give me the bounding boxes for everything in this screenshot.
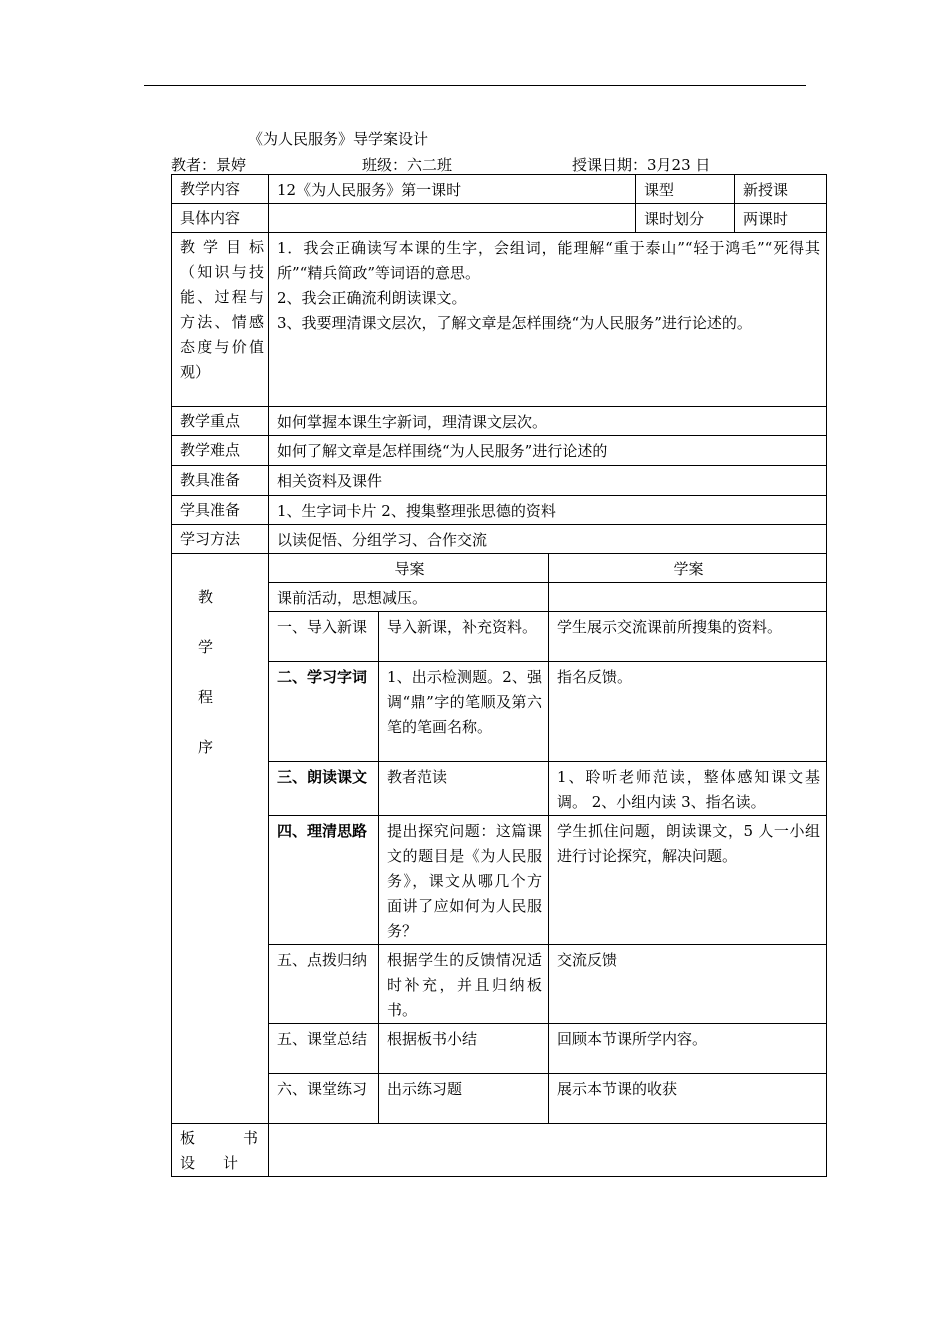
goal-item: 2、我会正确流利朗读课文。 bbox=[277, 289, 467, 307]
step-name: 二、学习字词 bbox=[269, 662, 379, 762]
step-study: 1、聆听老师范读，整体感知课文基调。 2、小组内读 3、指名读。 bbox=[549, 762, 827, 816]
type-value: 新授课 bbox=[735, 175, 827, 204]
step-guide: 根据学生的反馈情况适时补充，并且归纳板书。 bbox=[379, 945, 549, 1024]
method-value: 以读促悟、分组学习、合作交流 bbox=[269, 525, 827, 554]
header-rule bbox=[144, 85, 806, 86]
board-value bbox=[269, 1124, 827, 1177]
type-label: 课型 bbox=[636, 175, 735, 204]
step-guide: 教者范读 bbox=[379, 762, 549, 816]
step-study: 学生抓住问题，朗读课文，5 人一小组进行讨论探究，解决问题。 bbox=[549, 816, 827, 945]
step-study: 展示本节课的收获 bbox=[549, 1074, 827, 1124]
step-guide: 出示练习题 bbox=[379, 1074, 549, 1124]
date-field: 授课日期：3月23 日 bbox=[572, 156, 711, 174]
step-name: 六、课堂练习 bbox=[269, 1074, 379, 1124]
step-row bbox=[172, 816, 827, 945]
document-title: 《为人民服务》导学案设计 bbox=[248, 130, 429, 148]
row-detail bbox=[172, 204, 827, 233]
student-tools-label: 学具准备 bbox=[172, 496, 269, 525]
row-process-header bbox=[172, 554, 827, 583]
step-guide: 导入新课，补充资料。 bbox=[379, 612, 549, 662]
row-board bbox=[172, 1124, 827, 1177]
step-study: 指名反馈。 bbox=[549, 662, 827, 762]
step-name: 三、朗读课文 bbox=[269, 762, 379, 816]
step-name: 五、课堂总结 bbox=[269, 1024, 379, 1074]
key-label: 教学重点 bbox=[172, 407, 269, 436]
tools-label: 教具准备 bbox=[172, 466, 269, 496]
key-value: 如何掌握本课生字新词，理清课文层次。 bbox=[269, 407, 827, 436]
step-guide: 提出探究问题：这篇课文的题目是《为人民服务》，课文从哪几个方面讲了应如何为人民服务？ bbox=[379, 816, 549, 945]
content-value: 12《为人民服务》第一课时 bbox=[269, 175, 636, 204]
difficulty-label: 教学难点 bbox=[172, 436, 269, 466]
step-row bbox=[172, 1074, 827, 1124]
method-label: 学习方法 bbox=[172, 525, 269, 554]
step-guide: 根据板书小结 bbox=[379, 1024, 549, 1074]
tools-value: 相关资料及课件 bbox=[269, 466, 827, 496]
detail-value bbox=[269, 204, 636, 233]
row-tools bbox=[172, 466, 827, 496]
content-label: 教学内容 bbox=[172, 175, 269, 204]
pre-activity: 课前活动，思想减压。 bbox=[269, 583, 549, 612]
row-pre-activity bbox=[172, 583, 827, 612]
class-field: 班级：六二班 bbox=[362, 156, 453, 174]
pre-activity-study bbox=[549, 583, 827, 612]
process-label: 教 学 程 序 bbox=[172, 554, 269, 1124]
step-name: 四、理清思路 bbox=[269, 816, 379, 945]
step-row bbox=[172, 762, 827, 816]
hours-label: 课时划分 bbox=[636, 204, 735, 233]
hours-value: 两课时 bbox=[735, 204, 827, 233]
row-method bbox=[172, 525, 827, 554]
step-name: 五、点拨归纳 bbox=[269, 945, 379, 1024]
step-row bbox=[172, 945, 827, 1024]
step-name: 一、导入新课 bbox=[269, 612, 379, 662]
step-row bbox=[172, 612, 827, 662]
guide-header: 导案 bbox=[269, 554, 549, 583]
row-key bbox=[172, 407, 827, 436]
goals-value bbox=[269, 233, 827, 407]
difficulty-value: 如何了解文章是怎样围绕“为人民服务”进行论述的 bbox=[269, 436, 827, 466]
goal-item: 3、我要理清课文层次，了解文章是怎样围绕“为人民服务”进行论述的。 bbox=[277, 314, 752, 332]
step-guide: 1、出示检测题。2、强调“鼎”字的笔顺及第六笔的笔画名称。 bbox=[379, 662, 549, 762]
student-tools-value: 1、生字词卡片 2、搜集整理张思德的资料 bbox=[269, 496, 827, 525]
step-study: 学生展示交流课前所搜集的资料。 bbox=[549, 612, 827, 662]
row-difficulty bbox=[172, 436, 827, 466]
step-row bbox=[172, 662, 827, 762]
step-study: 回顾本节课所学内容。 bbox=[549, 1024, 827, 1074]
goal-item: 1．我会正确读写本课的生字，会组词，能理解“重于泰山”“轻于鸿毛”“死得其所”“精兵简政”等词语的意思。 bbox=[277, 239, 820, 282]
lesson-plan-table bbox=[171, 174, 827, 1177]
goals-label: 教学目标（知识与技能、过程与方法、情感态度与价值观） bbox=[172, 233, 269, 407]
step-row bbox=[172, 1024, 827, 1074]
row-goals bbox=[172, 233, 827, 407]
detail-label: 具体内容 bbox=[172, 204, 269, 233]
board-label: 板 书 设 计 bbox=[172, 1124, 269, 1177]
row-student-tools bbox=[172, 496, 827, 525]
row-content bbox=[172, 175, 827, 204]
study-header: 学案 bbox=[549, 554, 827, 583]
teacher-field: 教者：景婷 bbox=[171, 156, 247, 174]
step-study: 交流反馈 bbox=[549, 945, 827, 1024]
